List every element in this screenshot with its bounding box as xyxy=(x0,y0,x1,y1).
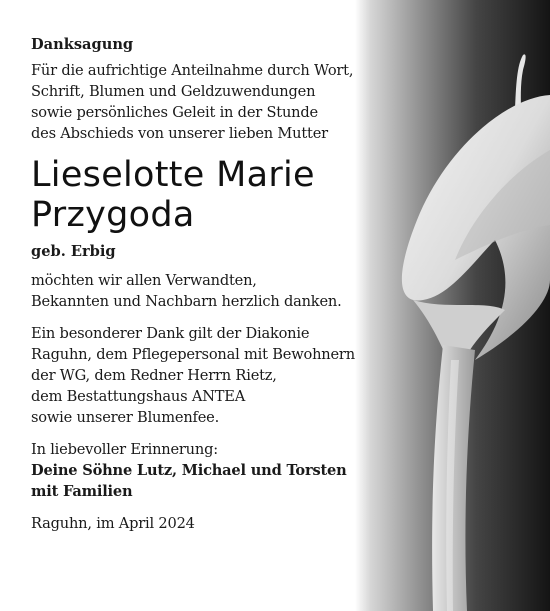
calla-lily-photo xyxy=(355,0,550,611)
thanks-paragraph xyxy=(31,270,361,312)
intro-paragraph xyxy=(31,60,361,144)
memory-label: In liebevoller Erinnerung: xyxy=(31,441,218,458)
special-line: dem Bestattungshaus ANTEA xyxy=(31,388,246,405)
name-line: Przygoda xyxy=(31,195,195,235)
place-date: Raguhn, im April 2024 xyxy=(31,515,195,532)
intro-line: des Abschieds von unserer lieben Mutter xyxy=(31,125,328,142)
special-line: Raguhn, dem Pflegepersonal mit Bewohnern xyxy=(31,346,355,363)
thanks-line: Bekannten und Nachbarn herzlich danken. xyxy=(31,293,342,310)
heading: Danksagung xyxy=(31,36,134,53)
thanks-line: möchten wir allen Verwandten, xyxy=(31,272,257,289)
family-line: Deine Söhne Lutz, Michael und Torsten xyxy=(31,462,347,479)
special-line: der WG, dem Redner Herrn Rietz, xyxy=(31,367,277,384)
special-line: Ein besonderer Dank gilt der Diakonie xyxy=(31,325,310,342)
intro-line: Schrift, Blumen und Geldzuwendungen xyxy=(31,83,316,100)
special-line: sowie unserer Blumenfee. xyxy=(31,409,220,426)
special-thanks-paragraph xyxy=(31,323,361,428)
memory-paragraph xyxy=(31,439,361,502)
calla-lily-drawing xyxy=(355,0,550,611)
notice-text xyxy=(31,36,361,534)
maiden-name: geb. Erbig xyxy=(31,243,116,260)
deceased-name xyxy=(31,155,361,235)
intro-line: sowie persönliches Geleit in der Stunde xyxy=(31,104,318,121)
name-line: Lieselotte Marie xyxy=(31,155,315,195)
intro-line: Für die aufrichtige Anteilnahme durch Wort, xyxy=(31,62,354,79)
family-line: mit Familien xyxy=(31,483,133,500)
